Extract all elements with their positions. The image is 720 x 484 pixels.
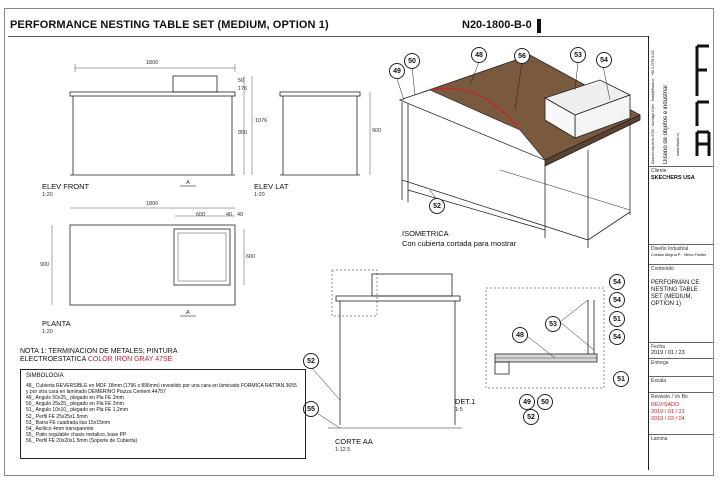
dim-plan-600v: 600 [246, 254, 256, 260]
simb-item: 56_ Perfil FE 20x20x1.5mm (Soporte de Cubierta) [26, 437, 138, 444]
dim-front-h2: 176 [238, 86, 248, 92]
corte-scale: 1:12.5 [335, 447, 351, 453]
section-mark-a-top: A [186, 180, 190, 186]
cliente-caption: Cliente [651, 168, 667, 174]
lamina-caption: Lamina [651, 436, 668, 442]
dim-front-h4: 1076 [255, 118, 268, 124]
dim-lat-h: 900 [372, 128, 382, 134]
simb-item: 55_ Patin regulable chasis metalico, base PP [26, 431, 127, 438]
escala-caption: Escala [651, 378, 667, 384]
isometric-view [400, 55, 640, 248]
callout-iso-54: 54 [596, 52, 612, 68]
simb-item: 52_ Perfil FE 25x25x1.5mm [26, 413, 88, 420]
sheet-code: N20-1800-B-0 [462, 19, 532, 31]
callout-det-53: 53 [545, 316, 561, 332]
iso-caption: Con cubierta cortada para mostrar [402, 239, 517, 248]
callout-det-51a: 51 [609, 311, 625, 327]
dim-front-width: 1800 [146, 60, 159, 66]
contenido-caption: Contenido [651, 266, 674, 272]
callout-det-48: 48 [512, 327, 528, 343]
elev-lat-label: ELEV LAT [254, 182, 289, 191]
callout-det-54a: 54 [609, 274, 625, 290]
callout-det-51b: 51 [613, 371, 629, 387]
dim-plan-600: 600 [196, 212, 206, 218]
fecha-caption: Fecha [651, 344, 665, 350]
det-1-view [486, 288, 604, 388]
simb-item: 51_ Angulo 10x10_ plegado en Pla FE 1,2mm [26, 407, 129, 414]
det-scale: 1:5 [455, 407, 463, 413]
simbologia-box [20, 369, 306, 459]
elev-front-view [70, 64, 252, 175]
section-mark-a-bottom: A [186, 310, 190, 316]
diseno-caption: Diseño Industrial [651, 246, 689, 252]
callout-corte-52: 52 [303, 353, 319, 369]
corte-aa-view [328, 270, 462, 428]
company-name: Diseño de objetos e industrial [663, 85, 669, 164]
iso-label: ISOMETRICA [402, 229, 449, 238]
simbologia-heading: SIMBOLOGIA [26, 373, 64, 379]
planta-label: PLANTA [42, 319, 71, 328]
sheet-title: PERFORMANCE NESTING TABLE SET (MEDIUM, OPTION 1) [10, 19, 329, 31]
dim-plan-depth: 900 [40, 262, 50, 268]
revision-date-1: 2019 / 01 / 31 [651, 409, 685, 415]
diseno-value: Cristián Alegría P. · Mirko Fiedler [651, 253, 707, 257]
callout-det-54b: 54 [609, 292, 625, 308]
simb-item: 49_ Angulo 50x25_ plegado en Pla FE 2mm [26, 395, 124, 402]
callout-det-52: 52 [523, 409, 539, 425]
callout-corte-55: 55 [303, 401, 319, 417]
entrega-caption: Entrega [651, 360, 669, 366]
callout-iso-49: 49 [389, 63, 405, 79]
elev-front-scale: 1:20 [42, 192, 53, 198]
elev-lat-scale: 1:20 [254, 192, 265, 198]
dim-plan-40a: 40 [226, 212, 233, 218]
note-line-2 [20, 356, 320, 364]
note-color: COLOR IRON GRAY 47SE [87, 356, 173, 363]
simb-item: 50_ Angulo 25x25_ plegado en Pla FE 2mm [26, 401, 124, 408]
finish-note [20, 348, 320, 364]
fecha-value: 2019 / 01 / 23 [651, 350, 685, 356]
callout-det-49: 49 [519, 394, 535, 410]
simb-item: 53_ Barra FE cuadrada lisa 15x15mm [26, 419, 111, 426]
simb-item: 48_ Cubierta REVERSIBLE en MDF 18mm (1796 x 896mm) revestido por una cara en laminado FORMICA RATTAN 3655 y por otra cara en laminado DEMERINO Piazza Cement 44757 [26, 383, 297, 396]
corte-label: CORTE AA [335, 437, 373, 446]
callout-iso-52: 52 [429, 198, 445, 214]
title-block [648, 36, 713, 470]
callout-iso-56: 56 [514, 48, 530, 64]
elev-front-label: ELEV FRONT [42, 182, 90, 191]
revision-label: REVISADO [651, 402, 680, 408]
callout-iso-48: 48 [471, 47, 487, 63]
note-line-2a: ELECTROESTATICA [20, 356, 88, 363]
revision-date-2: 2019 / 03 / 04 [651, 416, 685, 422]
det-label: DET.1 [455, 397, 476, 406]
dim-front-h3: 850 [238, 130, 248, 136]
elev-lat-view [280, 92, 370, 175]
dim-plan-40b: 40 [237, 212, 244, 218]
note-line-1: NOTA 1: TERMINACION DE METALES; PINTURA [20, 348, 178, 355]
callout-det-54c: 54 [609, 329, 625, 345]
callout-iso-50: 50 [404, 53, 420, 69]
dim-plan-width: 1800 [146, 201, 159, 207]
planta-view [52, 208, 244, 305]
cliente-value: SKECHERS USA [651, 175, 695, 181]
company-address: Samuel Izquierdo 8735 · Santiago Chile · fraab@fraab.cl · +56 2 2776 6152 [651, 50, 655, 164]
simb-item: 54_ Acrilico 4mm transparente [26, 425, 94, 432]
contenido-value: PERFORMAN CE NESTING TABLE SET (MEDIUM, OPTION 1) [651, 280, 700, 307]
callout-iso-53: 53 [570, 47, 586, 63]
company-web: www.fraab.cl [675, 133, 680, 156]
dim-front-h1: 50 [238, 78, 245, 84]
revision-caption: Revisión / Vo Bo [651, 394, 688, 400]
planta-scale: 1:20 [42, 329, 53, 335]
callout-det-50: 50 [537, 394, 553, 410]
